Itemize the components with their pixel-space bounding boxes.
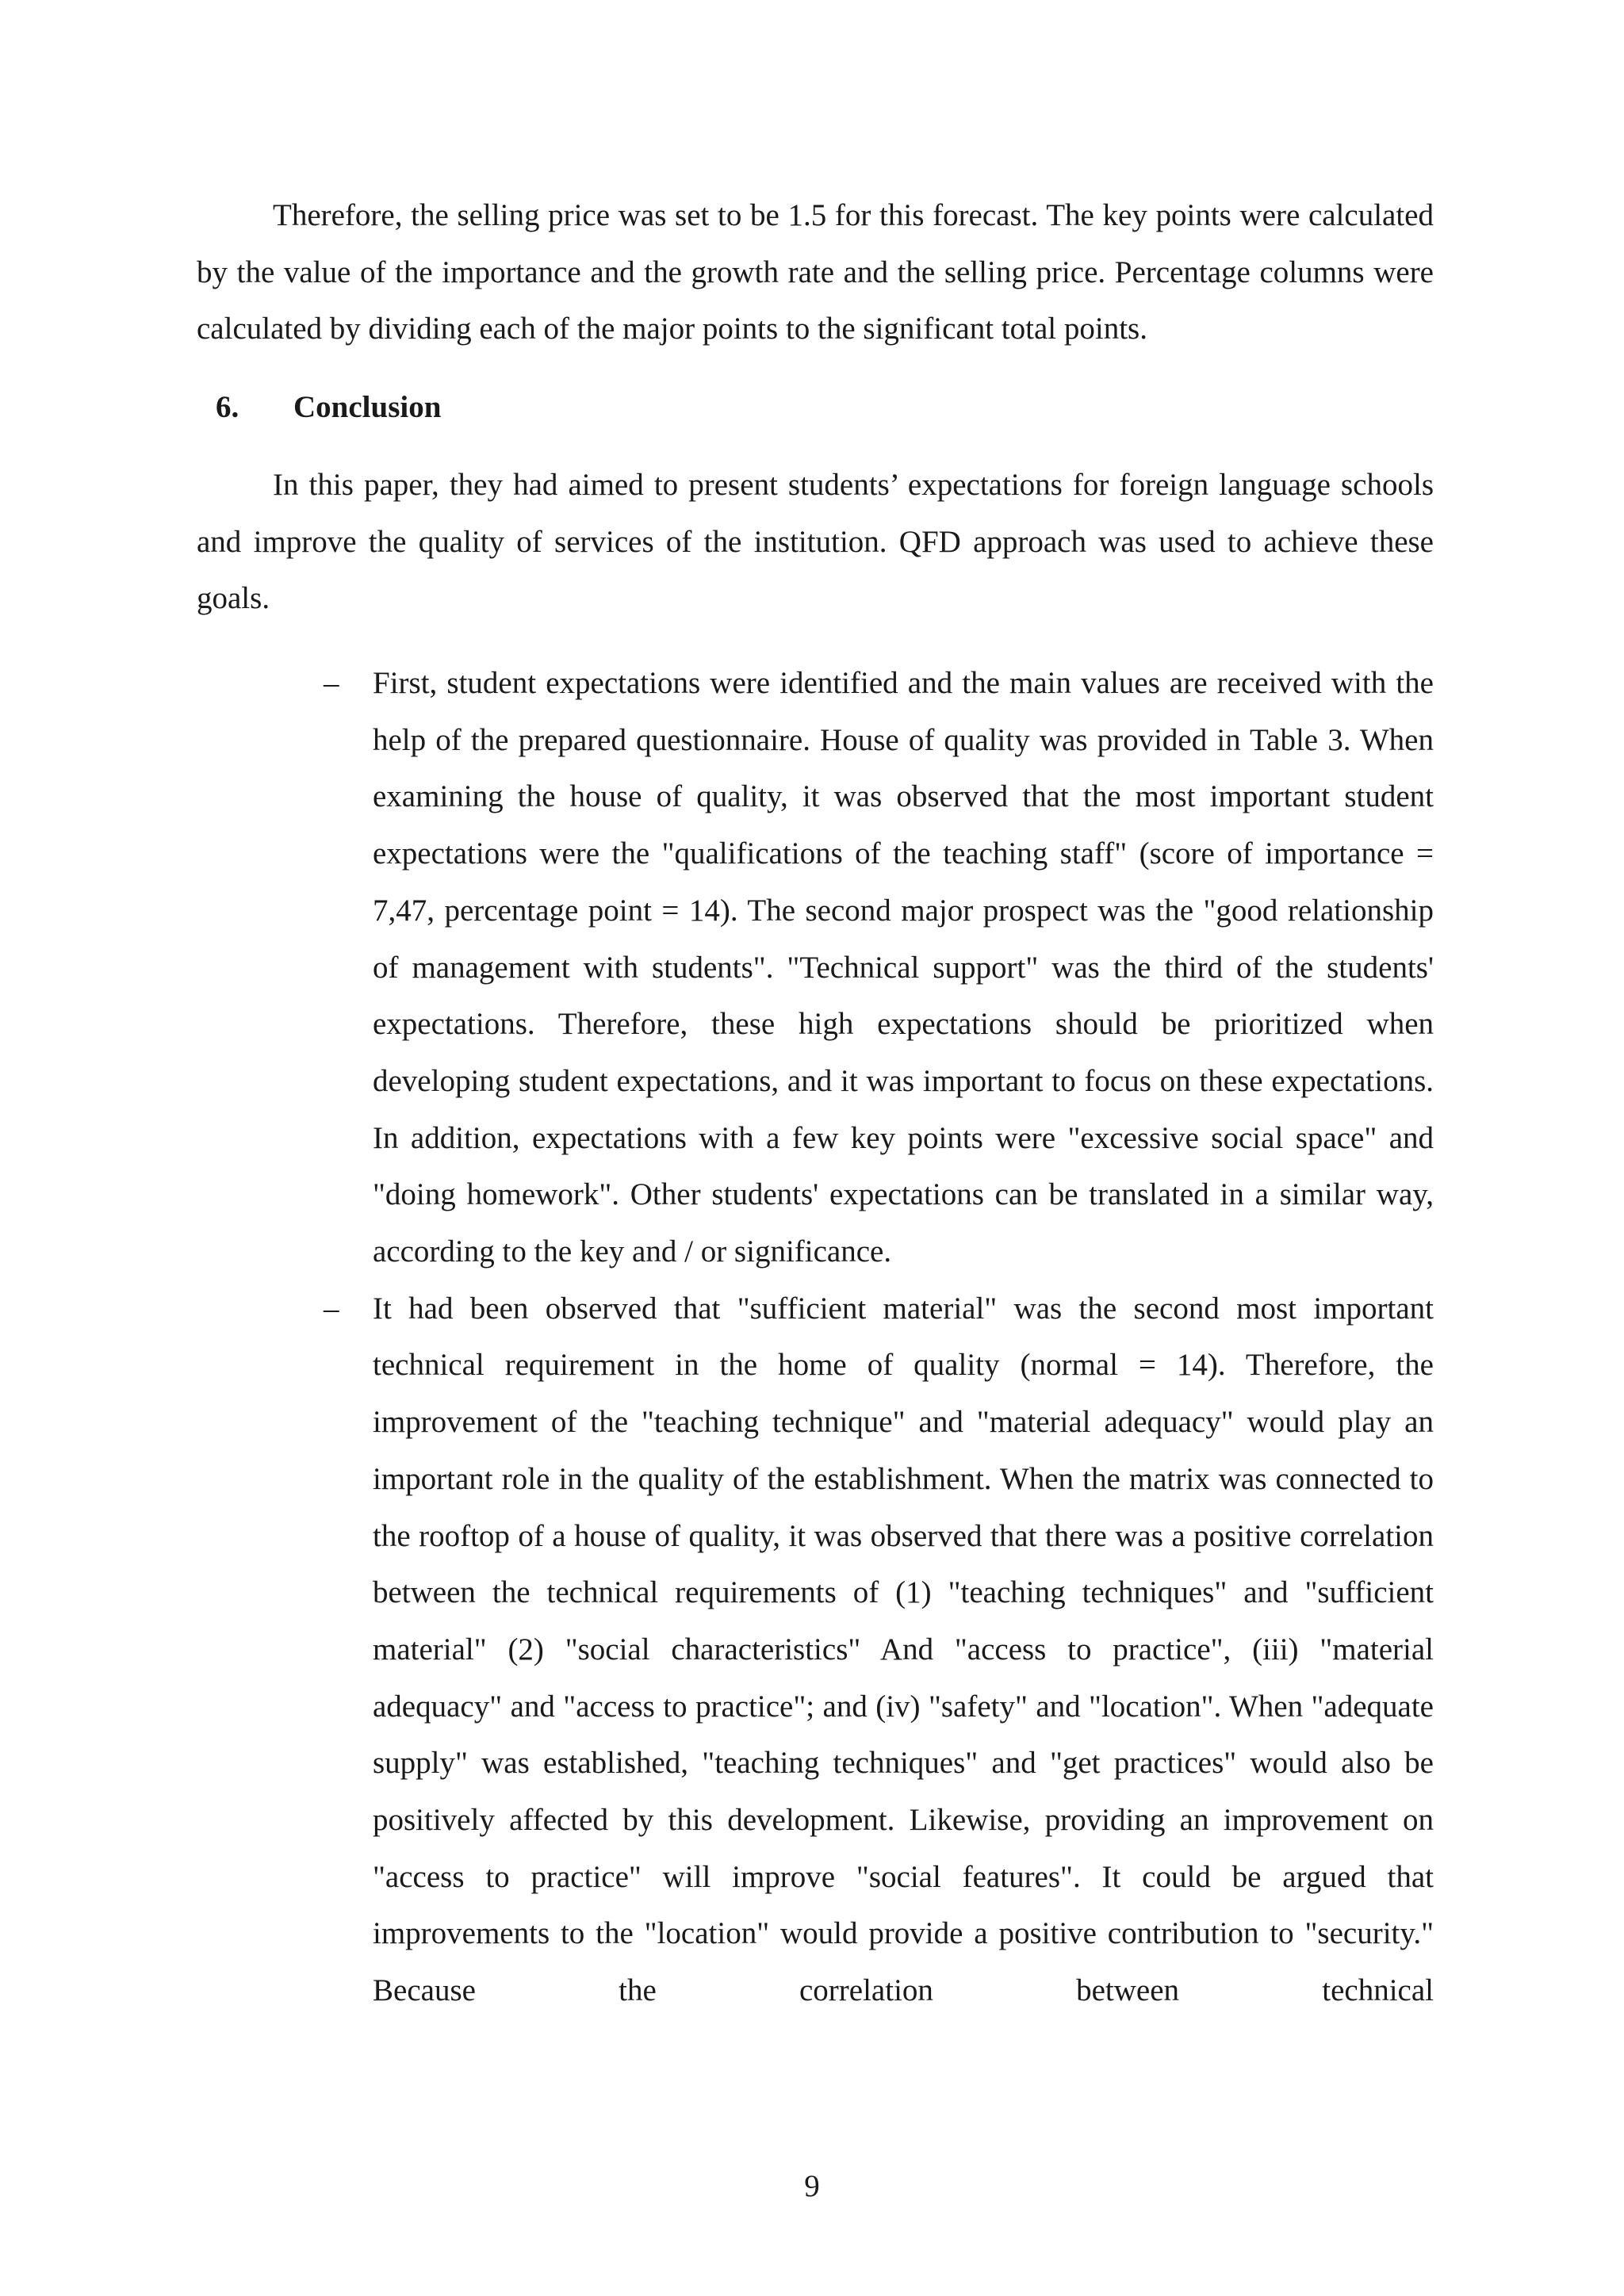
list-item-text: First, student expectations were identified and the main values are received with the help of the prepared questionnaire. House of quality was provided in Table 3. When examining the house of quality, it was observed that the most important student expectations were the "qualifications of the teaching staff" (score of importance = 7,47, percentage point = 14). The second major prospect was the "good relationship of management with students". "Technical support" was the third of the students' expectations. Therefore, these high expectations should be prioritized when developing student expectations, and it was important to focus on these expectations. In addition, expectations with a few key points were "excessive social space" and "doing homework". Other students' expectations can be translated in a similar way, according to the key and / or significance.: [373, 666, 1434, 1269]
list-item-text: It had been observed that "sufficient material" was the second most important technical requirement in the home of quality (normal = 14). Therefore, the improvement of the "teaching technique" and "material adequacy" would play an important role in the quality of the establishment. When the matrix was connected to the rooftop of a house of quality, it was observed that there was a positive correlation between the technical requirements of (1) "teaching techniques" and "sufficient material" (2) "social characteristics" And "access to practice", (iii) "material adequacy" and "access to practice"; and (iv) "safety" and "location". When "adequate supply" was established, "teaching techniques" and "get practices" would also be positively affected by this development. Likewise, providing an improvement on "access to practice" will improve "social features". It could be argued that improvements to the "location" would provide a positive contribution to "security." Because the correlation between technical: [373, 1291, 1434, 2008]
dash-bullet-icon: –: [324, 666, 339, 700]
page-number: 9: [804, 2169, 820, 2203]
list-item: [324, 1280, 1434, 2019]
body-paragraph: Therefore, the selling price was set to be 1.5 for this forecast. The key points were calculated by the value of the importance and the growth rate and the selling price. Percentage columns were calculated by dividing each of the major points to the significant total points.: [197, 198, 1434, 346]
section-title: Conclusion: [293, 390, 442, 424]
section-number: 6.: [216, 390, 239, 424]
section-heading: [216, 379, 441, 436]
intro-paragraph: In this paper, they had aimed to present students’ expectations for foreign language schools and improve the quality of services of the institution. QFD approach was used to achieve these goals.: [197, 468, 1434, 616]
conclusion-bullet-list: [324, 655, 1434, 2019]
dash-bullet-icon: –: [324, 1291, 339, 1326]
list-item: [324, 655, 1434, 1280]
